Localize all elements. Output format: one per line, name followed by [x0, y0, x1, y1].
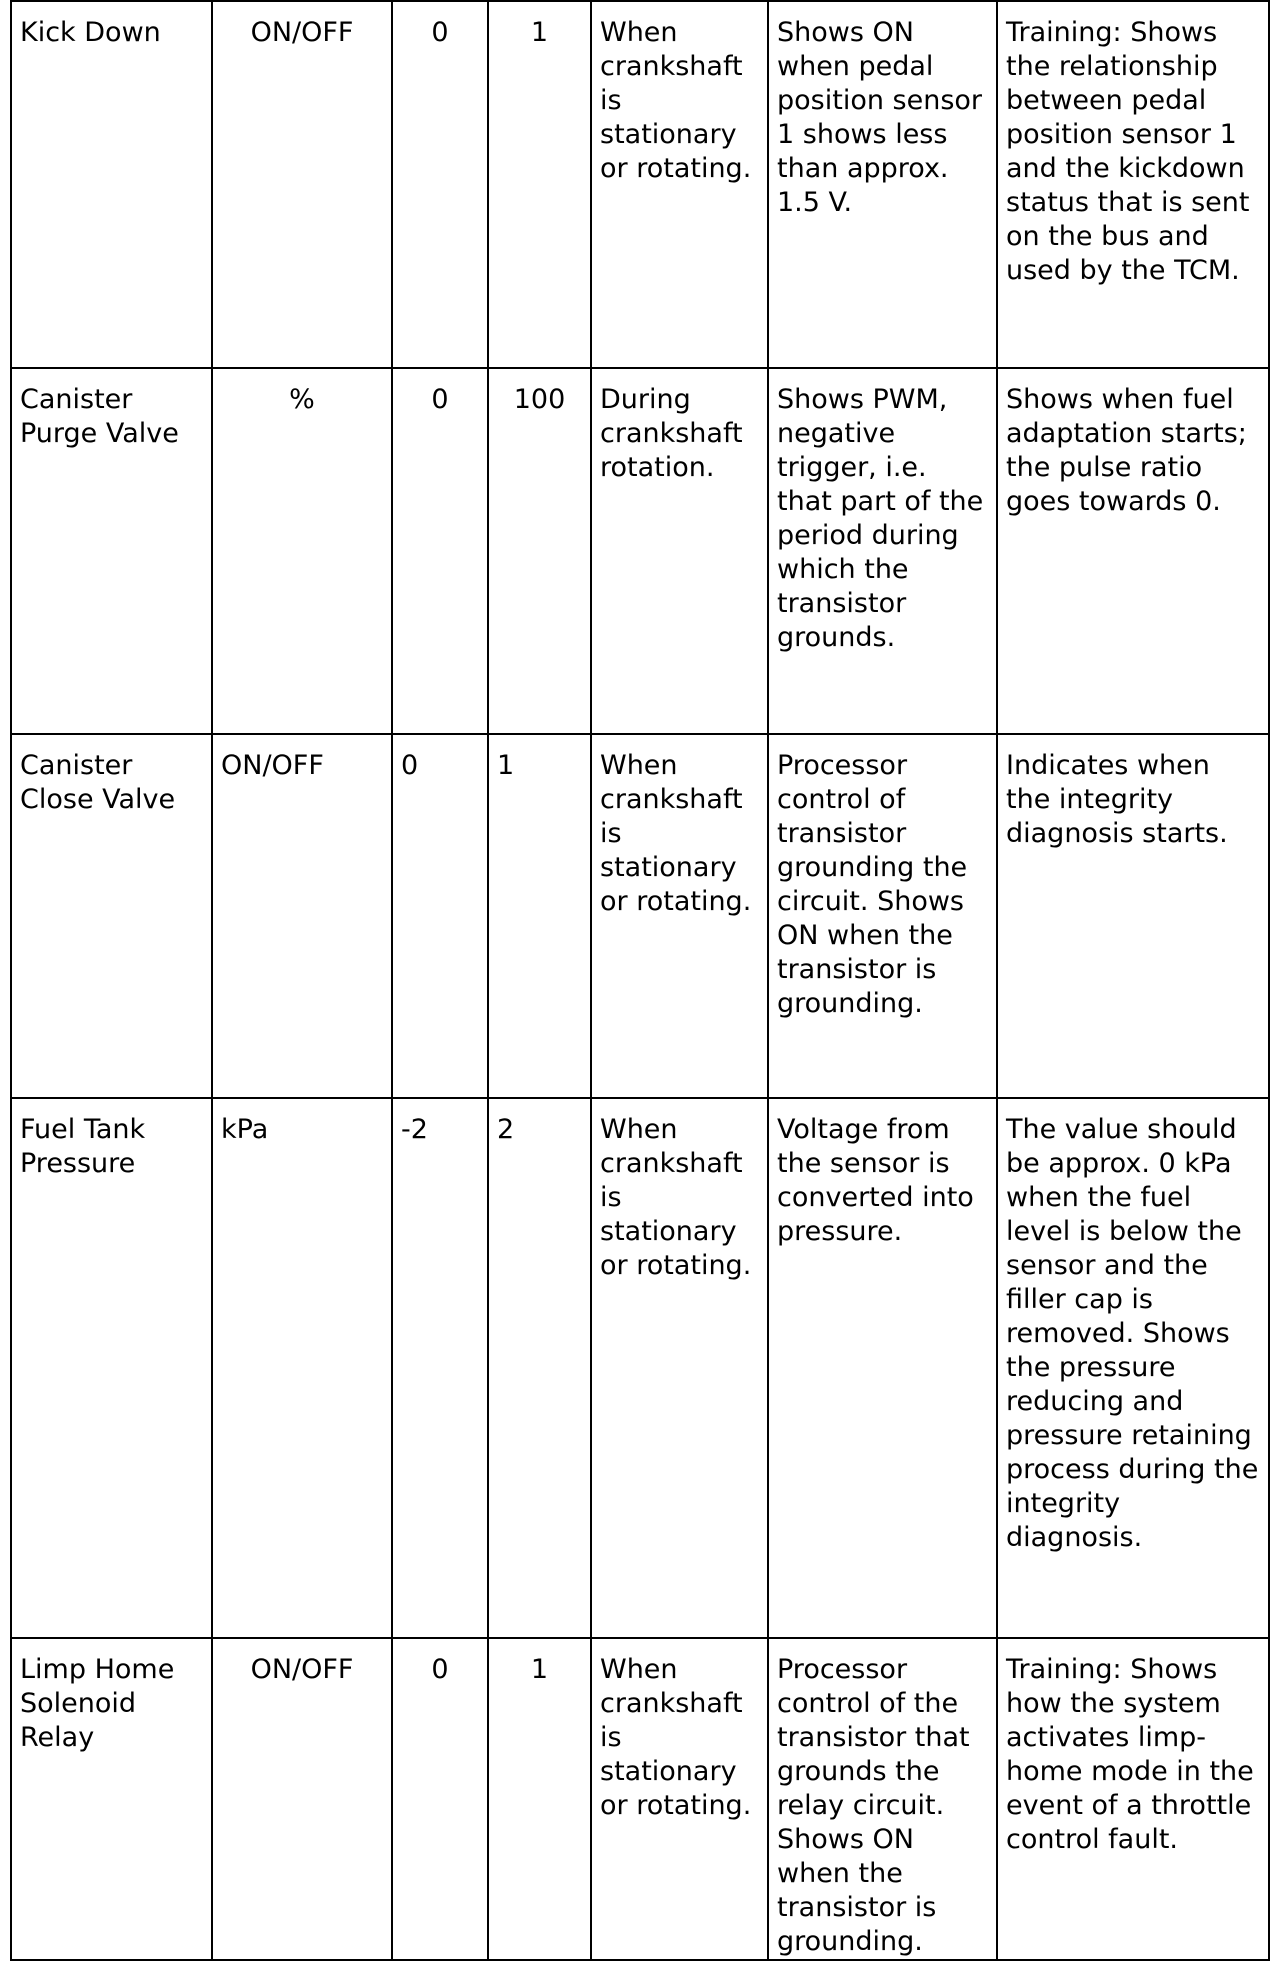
parameter-name: Fuel Tank Pressure — [11, 1098, 212, 1638]
parameter-unit: % — [212, 368, 392, 734]
parameter-unit: kPa — [212, 1098, 392, 1638]
parameter-name: Canister Purge Valve — [11, 368, 212, 734]
parameter-description: Voltage from the sensor is converted into pressure. — [768, 1098, 997, 1638]
parameter-notes: Indicates when the integrity diagnosis starts. — [997, 734, 1269, 1098]
table-row — [11, 1638, 1269, 1960]
table-row — [11, 1, 1269, 368]
parameter-min: -2 — [392, 1098, 488, 1638]
parameter-min: 0 — [392, 368, 488, 734]
parameter-unit: ON/OFF — [212, 1638, 392, 1960]
parameter-name: Canister Close Valve — [11, 734, 212, 1098]
parameter-name: Kick Down — [11, 1, 212, 368]
table-row — [11, 368, 1269, 734]
parameter-description: Shows ON when pedal position sensor 1 shows less than approx. 1.5 V. — [768, 1, 997, 368]
parameter-max: 1 — [488, 734, 591, 1098]
parameter-description: Processor control of the transistor that grounds the relay circuit. Shows ON when the transistor is grounding. — [768, 1638, 997, 1960]
parameter-max: 100 — [488, 368, 591, 734]
parameter-min: 0 — [392, 1, 488, 368]
parameter-condition: When crankshaft is stationary or rotating. — [591, 1638, 768, 1960]
parameter-unit: ON/OFF — [212, 734, 392, 1098]
parameter-notes: The value should be approx. 0 kPa when the fuel level is below the sensor and the filler cap is removed. Shows the pressure reducing and pressure retaining process during the integrity diagnosis. — [997, 1098, 1269, 1638]
parameter-unit: ON/OFF — [212, 1, 392, 368]
parameter-condition: When crankshaft is stationary or rotating. — [591, 1098, 768, 1638]
parameter-name: Limp Home Solenoid Relay — [11, 1638, 212, 1960]
parameter-notes: Training: Shows the relationship between pedal position sensor 1 and the kickdown status that is sent on the bus and used by the TCM. — [997, 1, 1269, 368]
parameter-max: 1 — [488, 1638, 591, 1960]
table-row — [11, 734, 1269, 1098]
parameter-condition: When crankshaft is stationary or rotating. — [591, 734, 768, 1098]
parameter-condition: During crankshaft rotation. — [591, 368, 768, 734]
parameter-max: 1 — [488, 1, 591, 368]
parameter-notes: Shows when fuel adaptation starts; the pulse ratio goes towards 0. — [997, 368, 1269, 734]
table-row — [11, 1098, 1269, 1638]
parameter-description: Processor control of transistor grounding the circuit. Shows ON when the transistor is grounding. — [768, 734, 997, 1098]
parameter-condition: When crankshaft is stationary or rotating. — [591, 1, 768, 368]
parameter-min: 0 — [392, 734, 488, 1098]
parameter-table — [10, 0, 1270, 1961]
parameter-notes: Training: Shows how the system activates limp-home mode in the event of a throttle control fault. — [997, 1638, 1269, 1960]
parameter-max: 2 — [488, 1098, 591, 1638]
parameter-min: 0 — [392, 1638, 488, 1960]
parameter-description: Shows PWM, negative trigger, i.e. that part of the period during which the transistor grounds. — [768, 368, 997, 734]
